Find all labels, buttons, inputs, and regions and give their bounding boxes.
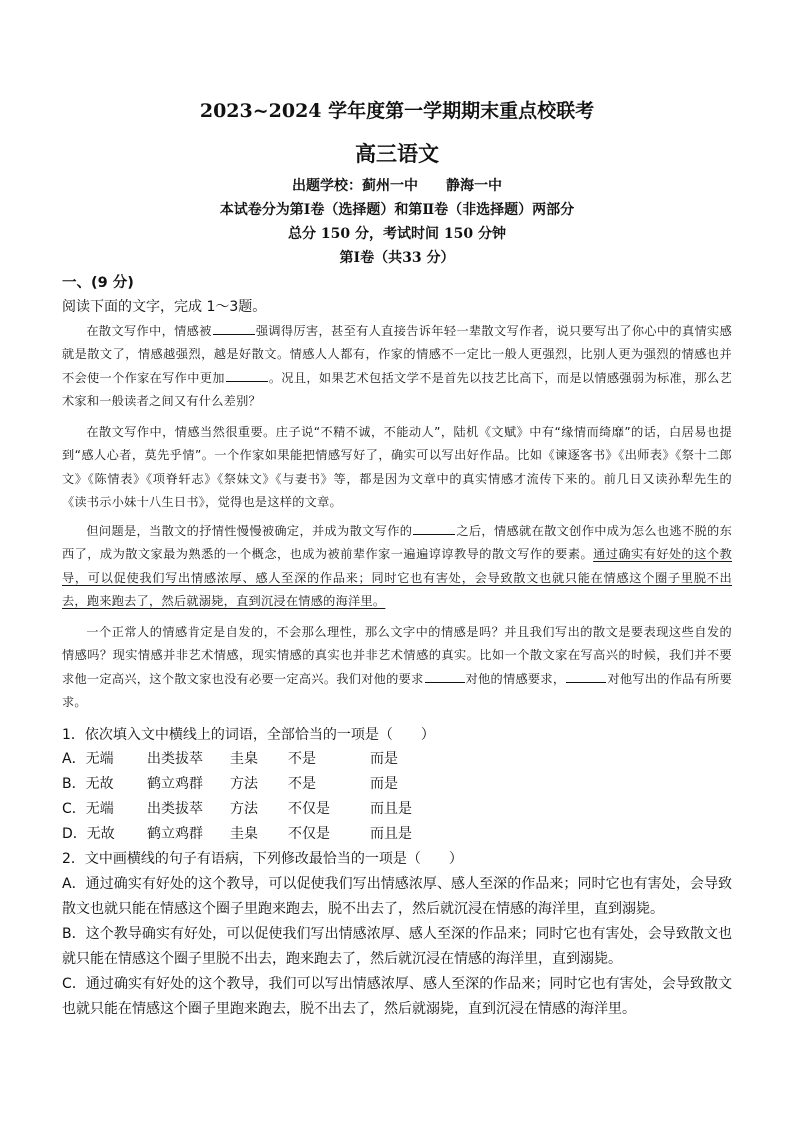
passage-paragraph-4 [62, 621, 732, 714]
question-1-stem: 1．依次填入文中横线上的词语，全部恰当的一项是（ ） [62, 727, 435, 743]
p1-text-c: 。况且，如果艺术包括文学不是首先以技艺比高下，而是以情感强弱为标准，那么艺术家和一般读者之间又有什么差别？ [62, 370, 733, 408]
exam-title: 2023~2024 学年度第一学期期末重点校联考 [199, 100, 595, 122]
passage-paragraph-2: 在散文写作中，情感当然很重要。庄子说“不精不诚，不能动人”，陆机《文赋》中有“缘情而绮靡”的话，白居易也提到“感人心者，莫先乎情”。一个作家如果能把情感写好了，确实可以写出好作品。比如《谏逐客书》《出师表》《祭十二郎文》《陈情表》《项脊轩志》《祭妹文》《与妻书》等，都是因为文章中的真实情感才流传下来的。前几日又读孙犁先生的《读书示小妹十八生日书》，觉得也是这样的文章。 [62, 425, 732, 509]
score-time-line: 总分 150 分，考试时间 150 分钟 [288, 226, 506, 242]
question-2-stem: 2．文中画横线的句子有语病，下列修改最恰当的一项是（ ） [62, 851, 463, 867]
option-letter: D．无故 [62, 826, 115, 842]
subject-title: 高三语文 [355, 141, 439, 166]
q2-option-c: C．通过确实有好处的这个教导，我们可以写出情感浓厚、感人至深的作品来；同时它也有害处，会导致散文也就只能在情感这个圈子里跑来跑去，脱不出去了，然后就溺毙，直到沉浸在情感的海洋里。 [62, 976, 732, 1017]
part-one-heading: 第Ⅰ卷（共33 分） [339, 250, 455, 266]
option-letter: C．无端 [62, 801, 114, 817]
p4-text-a: 一个正常人的情感肯定是自发的，不会那么理性，那么文字中的情感是吗？并且我们写出的散文是要表现这些自发的情感吗？现实情感并非艺术情感，现实情感的真实也并非艺术情感的真实。比如一个散文家在写高兴的时候，我们并不要求他一定高兴，这个散文家也没有必要一定高兴。我们对他的要求 [62, 625, 732, 686]
schools-line: 出题学校：蓟州一中 静海一中 [292, 178, 502, 194]
section-instruction: 阅读下面的文字，完成 1～3题。 [62, 299, 267, 315]
option-word: 圭臬 [230, 751, 258, 767]
passage-paragraph-1 [62, 320, 732, 413]
p3-text-a: 但问题是，当散文的抒情性慢慢被确定，并成为散文写作的 [86, 524, 413, 538]
fill-blank-5 [566, 681, 606, 683]
section-heading: 一、(9 分) [62, 275, 134, 291]
fill-blank-1 [213, 333, 255, 335]
underlined-sentence: 通过确实有好处的这个教导，可以促使我们写出情感浓厚、感人至深的作品来；同时它也有害处，会导致散文也就只能在情感这个圈子里脱不出去，跑来跑去了，然后就溺毙，直到沉浸在情感的海洋里。 [62, 547, 733, 608]
option-word: 出类拔萃 [147, 751, 203, 767]
option-word: 而且是 [370, 801, 412, 817]
option-word: 不是 [288, 776, 316, 792]
p4-text-b: 对他的情感要求， [465, 671, 566, 686]
option-word: 不是 [288, 751, 316, 767]
option-word: 不仅是 [288, 826, 330, 842]
fill-blank-3 [413, 533, 455, 535]
option-letter: A．无端 [62, 751, 114, 767]
option-word: 鹤立鸡群 [147, 826, 203, 842]
p1-text-a: 在散文写作中，情感被 [86, 324, 212, 338]
option-word: 而是 [370, 776, 398, 792]
p4-text-c: 对他写出的作品有所要求。 [62, 671, 733, 709]
p3-text-b: 之后，情感就在散文创作中成为怎么也逃不脱的东西了，成为散文家最为熟悉的一个概念，也成为被前辈作家一遍遍谆谆教导的散文写作的要素。 [62, 524, 733, 562]
option-word: 圭臬 [230, 826, 258, 842]
structure-line: 本试卷分为第Ⅰ卷（选择题）和第Ⅱ卷（非选择题）两部分 [219, 202, 575, 218]
option-word: 而是 [370, 751, 398, 767]
fill-blank-2 [226, 380, 268, 382]
q2-option-b: B．这个教导确实有好处，可以促使我们写出情感浓厚、感人至深的作品来；同时它也有害处，会导致散文也就只能在情感这个圈子里脱不出去，跑来跑去了，然后就沉浸在情感的海洋里，直到溺毙。 [62, 926, 732, 967]
option-word: 出类拔萃 [147, 801, 203, 817]
fill-blank-4 [425, 681, 465, 683]
option-word: 而且是 [370, 826, 412, 842]
p1-text-b: 强调得厉害，甚至有人直接告诉年轻一辈散文写作者，说只要写出了你心中的真情实感就是散文了，情感越强烈，越是好散文。情感人人都有，作家的情感不一定比一般人更强烈，比别人更为强烈的情感也并不会使一个作家在写作中更加 [62, 324, 733, 385]
option-word: 鹤立鸡群 [147, 776, 203, 792]
q2-option-a: A．通过确实有好处的这个教导，可以促使我们写出情感浓厚、感人至深的作品来；同时它也有害处，会导致散文也就只能在情感这个圈子里跑来跑去，脱不出去了，然后就沉浸在情感的海洋里，直到溺毙。 [62, 876, 732, 917]
option-word: 方法 [230, 776, 258, 792]
option-word: 不仅是 [288, 801, 330, 817]
passage-paragraph-3 [62, 520, 732, 613]
option-letter: B．无故 [62, 776, 114, 792]
option-word: 方法 [230, 801, 258, 817]
